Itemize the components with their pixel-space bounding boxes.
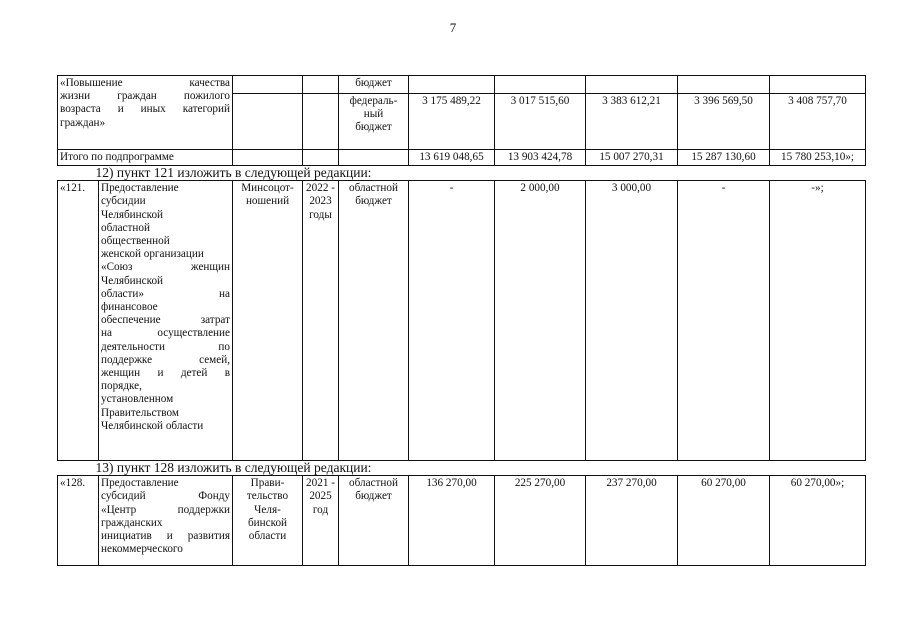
value-cell: 3 175 489,22: [409, 94, 495, 150]
name-line: установленном: [101, 393, 174, 406]
table-row: [58, 76, 866, 94]
name-line: порядке,: [101, 380, 142, 393]
value-cell: 15 007 270,31: [586, 150, 678, 166]
value-cell: 15 287 130,60: [678, 150, 770, 166]
years-line: годы: [309, 208, 332, 221]
years-cell: [303, 150, 339, 166]
source-line: областной: [349, 182, 398, 195]
executor-cell: [233, 76, 303, 94]
value-cell: 3 017 515,60: [495, 94, 586, 150]
program-name-cell: [58, 76, 233, 150]
executor-line: ношений: [245, 195, 290, 208]
name-line: субсидий Фонду: [101, 490, 230, 503]
executor-cell: [233, 181, 303, 461]
value-cell: [495, 76, 586, 94]
name-line: гражданских: [101, 516, 163, 529]
name-line: поддержке семей,: [101, 353, 230, 366]
name-line: жизни граждан пожилого: [60, 90, 230, 103]
name-line: Челябинской: [101, 208, 164, 221]
name-line: Челябинской области: [101, 419, 204, 432]
years-line: год: [312, 503, 329, 516]
value-cell: 3 383 612,21: [586, 94, 678, 150]
source-line: федераль-: [349, 95, 398, 107]
value-cell: 136 270,00: [409, 476, 495, 566]
value-cell: 60 270,00»;: [770, 476, 866, 566]
value-cell: [770, 76, 866, 94]
name-line: женщин и детей в: [101, 367, 230, 380]
years-line: 2025: [309, 490, 332, 503]
value-cell: 237 270,00: [586, 476, 678, 566]
name-line: Правительством: [101, 406, 179, 419]
name-line: субсидии: [101, 195, 146, 208]
name-line: Предоставление: [101, 182, 179, 195]
executor-cell: [233, 476, 303, 566]
section-heading-row: [58, 166, 866, 181]
source-cell: [339, 476, 409, 566]
name-line: на осуществление: [101, 327, 230, 340]
value-cell: 60 270,00: [678, 476, 770, 566]
years-cell: [303, 94, 339, 150]
executor-line: Прави-: [250, 477, 285, 490]
name-line: области» на: [101, 287, 230, 300]
years-line: 2021 -: [306, 477, 335, 490]
name-line: некоммерческого: [101, 543, 183, 556]
value-cell: 13 619 048,65: [409, 150, 495, 166]
value-cell: [678, 76, 770, 94]
years-line: 2022 -: [306, 182, 335, 195]
source-cell: бюджет: [339, 76, 409, 94]
value-cell: -»;: [770, 181, 866, 461]
value-cell: -: [409, 181, 495, 461]
name-line: граждан»: [60, 116, 106, 129]
value-cell: [409, 76, 495, 94]
subtotal-label: Итого по подпрограмме: [58, 150, 233, 166]
value-cell: 15 780 253,10»;: [770, 150, 866, 166]
executor-cell: [233, 94, 303, 150]
value-cell: 3 408 757,70: [770, 94, 866, 150]
value-cell: 225 270,00: [495, 476, 586, 566]
executor-line: области: [248, 530, 287, 543]
item-name-cell: [99, 476, 233, 566]
source-cell: [339, 181, 409, 461]
value-cell: 3 000,00: [586, 181, 678, 461]
name-line: «Повышение качества: [60, 77, 230, 89]
page-number: 7: [449, 20, 457, 35]
name-line: Предоставление: [101, 477, 179, 490]
item-number: «128.: [58, 476, 99, 566]
table-row: [58, 181, 866, 461]
subtotal-row: [58, 150, 866, 166]
source-cell: [339, 150, 409, 166]
source-line: бюджет: [355, 490, 392, 503]
years-line: 2023: [309, 195, 332, 208]
section-heading: 12) пункт 121 изложить в следующей редакции:: [58, 166, 866, 181]
name-line: финансовое: [101, 301, 158, 314]
years-cell: [303, 76, 339, 94]
name-line: обеспечение затрат: [101, 314, 230, 327]
years-cell: [303, 181, 339, 461]
executor-line: Челя-: [254, 503, 281, 516]
source-line: бюджет: [355, 121, 392, 134]
value-cell: 13 903 424,78: [495, 150, 586, 166]
years-cell: [303, 476, 339, 566]
executor-line: тельство: [246, 490, 289, 503]
source-line: ный: [363, 108, 384, 121]
name-line: областной: [101, 221, 150, 234]
table-row: [58, 476, 866, 566]
name-line: женской организации: [101, 248, 204, 261]
name-line: возраста и иных категорий: [60, 103, 230, 116]
budget-table: [57, 75, 866, 566]
value-cell: [586, 76, 678, 94]
source-cell: [339, 94, 409, 150]
executor-line: Минсоцот-: [241, 182, 294, 195]
source-line: бюджет: [355, 195, 392, 208]
section-heading-row: [58, 461, 866, 476]
value-cell: 3 396 569,50: [678, 94, 770, 150]
source-line: областной: [349, 477, 398, 490]
name-line: общественной: [101, 235, 170, 248]
section-heading: 13) пункт 128 изложить в следующей редакции:: [58, 461, 866, 476]
item-name-cell: [99, 181, 233, 461]
name-line: Челябинской: [101, 274, 164, 287]
executor-line: бинской: [247, 516, 288, 529]
value-cell: -: [678, 181, 770, 461]
name-line: инициатив и развития: [101, 530, 230, 543]
name-line: «Центр поддержки: [101, 503, 230, 516]
value-cell: 2 000,00: [495, 181, 586, 461]
name-line: деятельности по: [101, 340, 230, 353]
executor-cell: [233, 150, 303, 166]
name-line: «Союз женщин: [101, 261, 230, 274]
item-number: «121.: [58, 181, 99, 461]
